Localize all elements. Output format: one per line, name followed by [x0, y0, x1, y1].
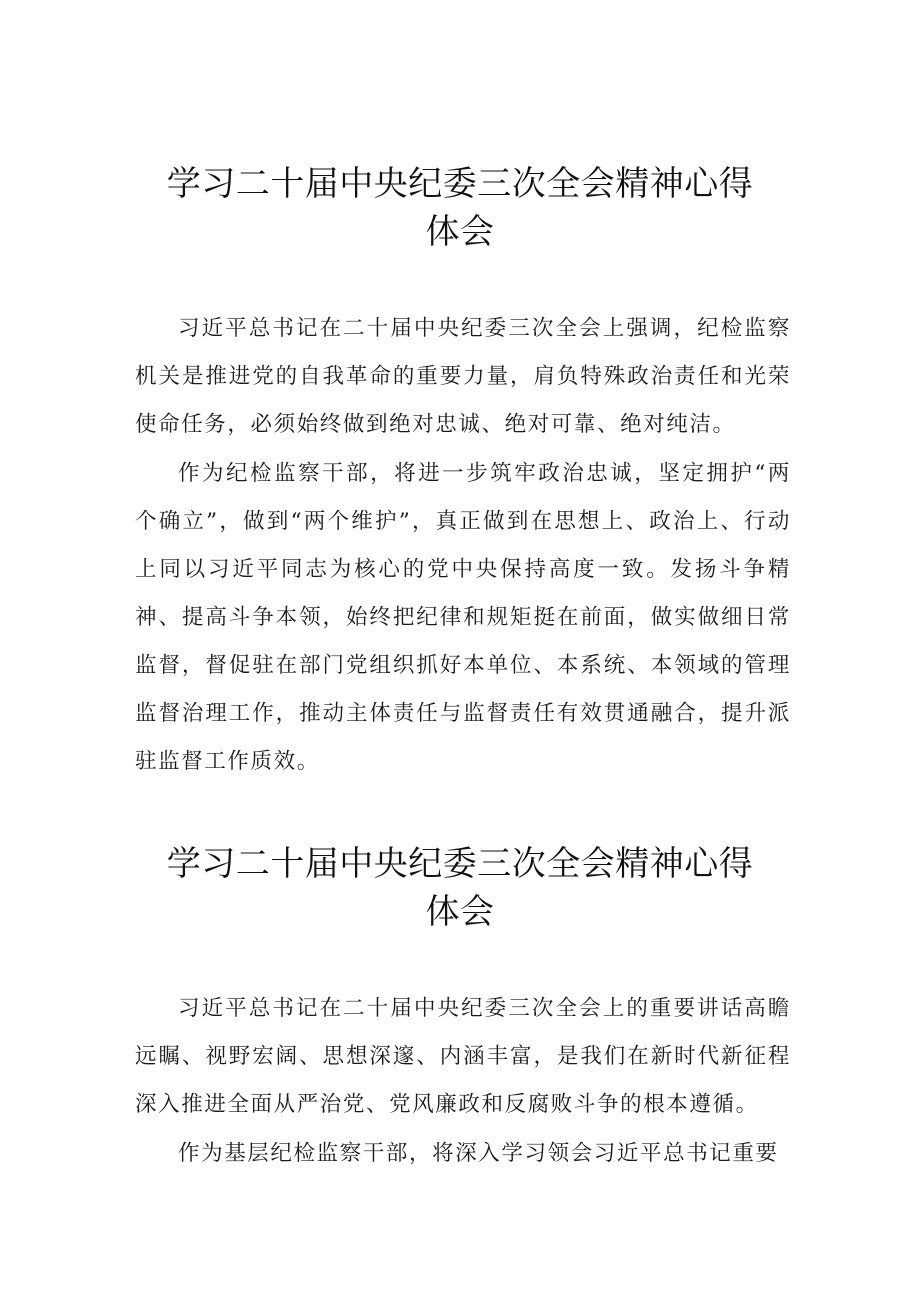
article-section-1 [0, 160, 920, 774]
article-title: 学习二十届中央纪委三次全会精神心得体会 [166, 164, 754, 252]
article-paragraph: 习近平总书记在二十届中央纪委三次全会上的重要讲话高瞻远瞩、视野宏阔、思想深邃、内涵丰富，是我们在新时代新征程深入推进全面从严治党、党风廉政和反腐败斗争的根本遵循。 [135, 996, 791, 1117]
article-paragraph: 习近平总书记在二十届中央纪委三次全会上强调，纪检监察机关是推进党的自我革命的重要力量，肩负特殊政治责任和光荣使命任务，必须始终做到绝对忠诚、绝对可靠、绝对纯洁。 [135, 316, 791, 437]
article-paragraph: 作为基层纪检监察干部，将深入学习领会习近平总书记重要 [178, 1141, 779, 1166]
article-section-2 [0, 840, 920, 1166]
article-paragraph: 作为纪检监察干部，将进一步筑牢政治忠诚，坚定拥护“两个确立”，做到“两个维护”，真正做到在思想上、政治上、行动上同以习近平同志为核心的党中央保持高度一致。发扬斗争精神、提高斗争本领，始终把纪律和规矩挺在前面，做实做细日常监督，督促驻在部门党组织抓好本单位、本系统、本领域的管理监督治理工作，推动主体责任与监督责任有效贯通融合，提升派驻监督工作质效。 [135, 461, 791, 774]
article-title: 学习二十届中央纪委三次全会精神心得体会 [166, 844, 754, 932]
